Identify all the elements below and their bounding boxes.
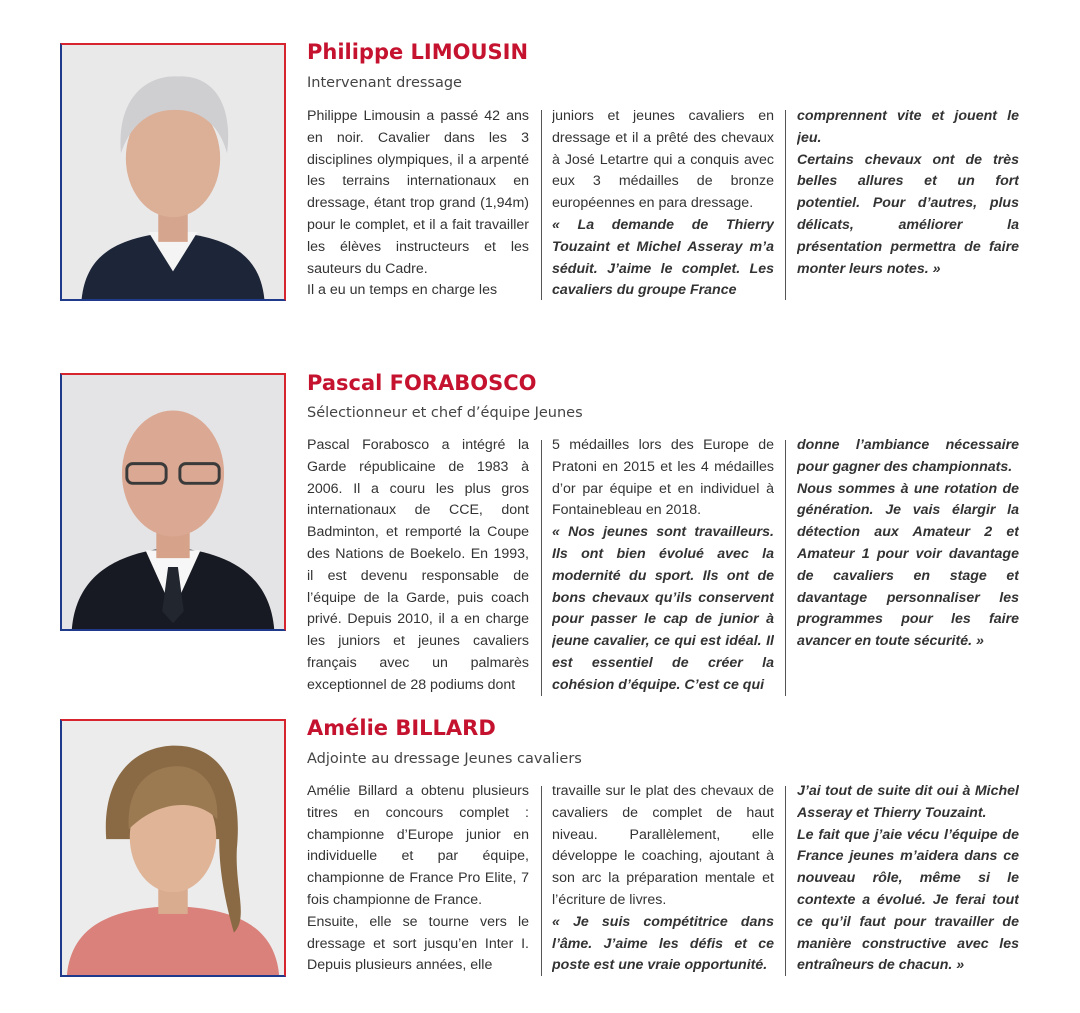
bio-paragraph: travaille sur le plat des chevaux de cavaliers de complet de haut niveau. Parallèlement, elle développe le coaching, ajoutant à son arc la préparation mentale et l’écriture de livres. bbox=[552, 783, 774, 908]
quote-paragraph: « Je suis compétitrice dans l’âme. J’aime les défis et ce poste est une vraie opportunité. bbox=[552, 913, 774, 974]
bio-column-1 bbox=[307, 106, 529, 304]
person-name: Philippe LIMOUSIN bbox=[307, 40, 529, 64]
portrait-photo bbox=[60, 43, 286, 301]
quote-paragraph: donne l’ambiance nécessaire pour gagner des championnats. bbox=[797, 437, 1019, 475]
bio-paragraph: Pascal Forabosco a intégré la Garde républicaine de 1983 à 2006. Il a couru les plus gros internationaux de CCE, dont Badminton, et remporté la Coupe des Nations de Boekelo. En 1993, il est devenu responsable de l’équipe de la Garde, puis coach privé. Depuis 2010, il a en charge les juniors et jeunes cavaliers français avec un palmarès exceptionnel de 28 podiums dont bbox=[307, 437, 529, 693]
bio-paragraph: Amélie Billard a obtenu plusieurs titres en concours complet : championne d’Europe junior en individuelle et par équipe, championne de France Pro Elite, 7 fois championne de France. bbox=[307, 783, 529, 908]
quote-column bbox=[797, 435, 1019, 699]
quote-paragraph: Nous sommes à une rotation de génération. Je vais élargir la détection aux Amateur 2 et Amateur 1 pour voir davantage de cavaliers en stage et davantage personnaliser les programmes pour les faire avancer en toute sécurité. » bbox=[797, 480, 1019, 650]
person-role: Adjointe au dressage Jeunes cavaliers bbox=[307, 751, 582, 767]
bio-paragraph: 5 médailles lors des Europe de Pratoni en 2015 et les 4 médailles d’or par équipe et en individuel à Fontainebleau en 2018. bbox=[552, 437, 774, 519]
portrait-photo bbox=[60, 719, 286, 977]
quote-column bbox=[797, 781, 1019, 979]
portrait-photo bbox=[60, 373, 286, 631]
quote-paragraph: « Nos jeunes sont travailleurs. Ils ont bien évolué avec la modernité du sport. Ils ont de bons chevaux qu’ils conservent pour passer le cap de junior à jeune cavalier, ce qui est idéal. Il est essentiel de créer la cohésion d’équipe. C’est ce qui bbox=[552, 524, 774, 693]
column-divider bbox=[785, 110, 786, 300]
person-role: Intervenant dressage bbox=[307, 75, 462, 91]
column-divider bbox=[785, 786, 786, 976]
bio-column-2 bbox=[552, 106, 774, 304]
bio-column-1 bbox=[307, 781, 529, 979]
bio-paragraph: juniors et jeunes cavaliers en dressage et il a prêté des chevaux à José Letartre qui a conquis avec eux 3 médailles de bronze européennes en para dressage. bbox=[552, 108, 774, 212]
column-divider bbox=[541, 440, 542, 696]
person-name: Amélie BILLARD bbox=[307, 716, 496, 740]
quote-paragraph: comprennent vite et jouent le jeu. bbox=[797, 108, 1019, 146]
bio-column-2 bbox=[552, 781, 774, 979]
quote-paragraph: « La demande de Thierry Touzaint et Michel Asseray m’a séduit. J’aime le complet. Les cavaliers du groupe France bbox=[552, 216, 774, 299]
bio-paragraph: Ensuite, elle se tourne vers le dressage et sort jusqu’en Inter I. Depuis plusieurs années, elle bbox=[307, 913, 529, 974]
person-role: Sélectionneur et chef d’équipe Jeunes bbox=[307, 405, 583, 421]
column-divider bbox=[785, 440, 786, 696]
column-divider bbox=[541, 786, 542, 976]
quote-column bbox=[797, 106, 1019, 304]
quote-paragraph: Certains chevaux ont de très belles allures et un fort potentiel. Pour d’autres, plus délicats, améliorer la présentation permettra de faire monter leurs notes. » bbox=[797, 151, 1019, 277]
person-name: Pascal FORABOSCO bbox=[307, 371, 537, 395]
column-divider bbox=[541, 110, 542, 300]
bio-paragraph: Il a eu un temps en charge les bbox=[307, 282, 498, 299]
bio-column-1 bbox=[307, 435, 529, 699]
quote-paragraph: Le fait que j’aie vécu l’équipe de France jeunes m’aidera dans ce nouveau rôle, même si le contexte a évolué. Je ferai tout ce qu’il faut pour travailler de manière constructive avec les entraîneurs de chacun. » bbox=[797, 826, 1019, 974]
quote-paragraph: J’ai tout de suite dit oui à Michel Asseray et Thierry Touzaint. bbox=[797, 783, 1019, 821]
bio-column-2 bbox=[552, 435, 774, 699]
bio-paragraph: Philippe Limousin a passé 42 ans en noir. Cavalier dans les 3 disciplines olympiques, il a arpenté les terrains internationaux en dressage, étant trop grand (1,94m) pour le complet, et il a fait travailler les élèves instructeurs et les sauteurs du Cadre. bbox=[307, 108, 529, 277]
